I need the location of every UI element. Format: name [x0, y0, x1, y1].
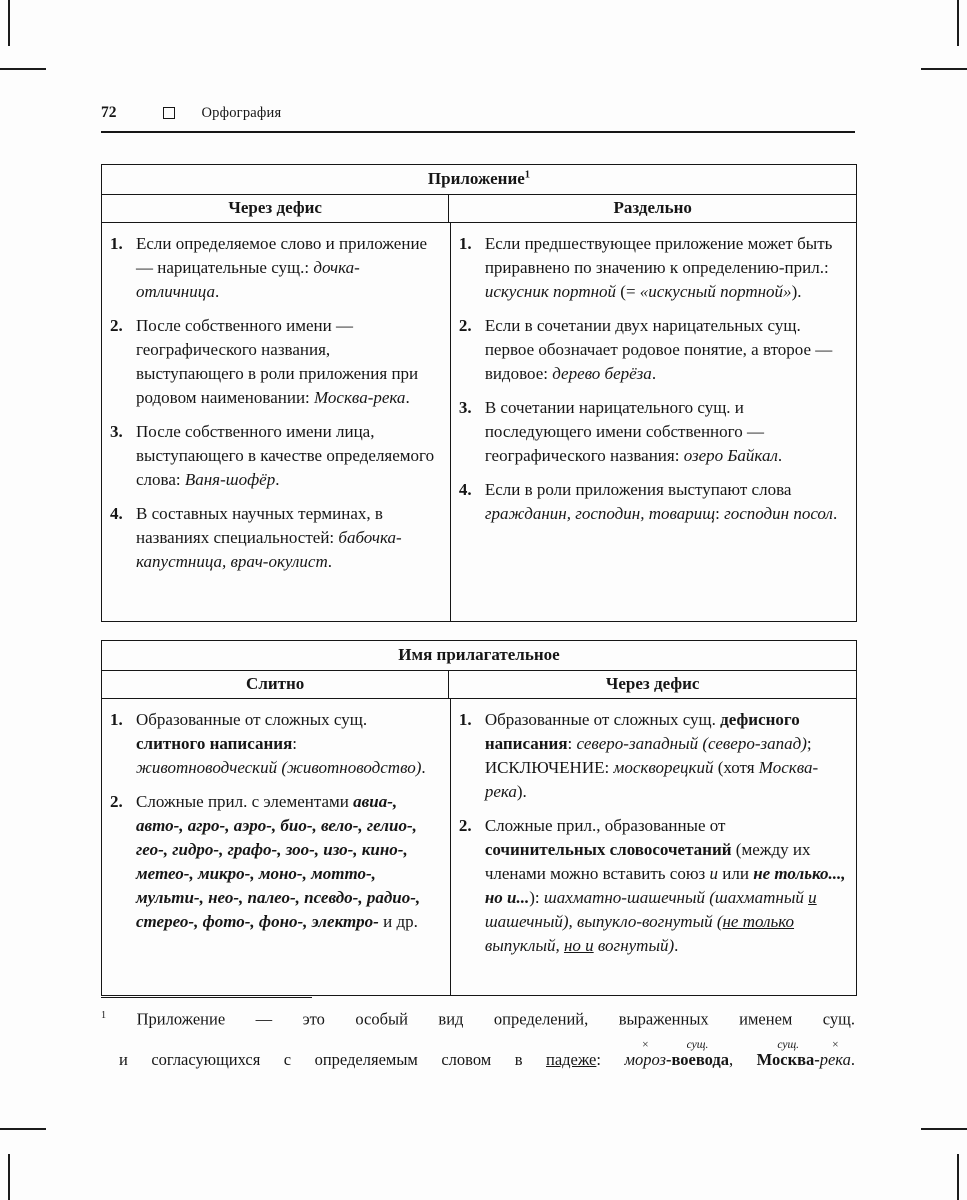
text-run: москворецкий	[613, 758, 714, 777]
crop-mark	[0, 1128, 46, 1130]
annotated-word	[665, 1039, 730, 1071]
text-run: (между их членами можно вставить союз	[484, 840, 811, 883]
text-run: Образованные от сложных сущ.	[484, 710, 721, 729]
text-run: ).	[791, 282, 802, 301]
item-text	[136, 420, 440, 492]
text-run: шашечный), выпукло-вогнутый (	[484, 912, 723, 931]
text-run: Если в сочетании двух нарицательных сущ. первое обозначает родовое понятие, а второе — видовое:	[484, 316, 833, 383]
text-run: Если предшествующее приложение может быть приравнено по значению к определению-прил.:	[484, 234, 833, 277]
rule-item	[110, 232, 440, 304]
text-run: Сложные прил., образованные от	[484, 816, 726, 835]
crop-mark	[957, 1154, 959, 1200]
table-title	[102, 165, 856, 195]
annotated-word	[624, 1039, 666, 1071]
item-text	[485, 232, 846, 304]
item-number: 1.	[110, 234, 123, 253]
text-run: .	[651, 364, 657, 383]
text-run: .	[674, 936, 679, 955]
item-number: 2.	[458, 816, 472, 835]
text-run: ).	[516, 782, 527, 801]
text-run: В сочетании нарицательного сущ. и последующего имени собственного — географического названия:	[484, 398, 764, 465]
table-body	[102, 223, 856, 621]
text-run: искусник портной	[484, 282, 617, 301]
item-text	[485, 314, 846, 386]
text-run: Москва-река	[484, 758, 819, 801]
table-column-left	[102, 699, 451, 995]
text-run: озеро Байкал	[683, 446, 778, 465]
text-run: После собственного имени лица, выступающего в качестве определяемого слова:	[136, 422, 435, 489]
grammar-mark: ×	[641, 1039, 650, 1051]
text-run: Приложение — это особый вид определений, выраженных именем сущ.	[106, 1009, 855, 1029]
rule-item	[110, 314, 440, 410]
text-run: или	[718, 864, 754, 883]
rule-item	[459, 314, 846, 386]
column-header-separate: Раздельно	[613, 198, 692, 217]
rule-item	[459, 814, 846, 958]
crop-mark	[8, 1154, 10, 1200]
text-run: Если в роли приложения выступают слова	[484, 480, 792, 499]
crop-mark	[0, 68, 46, 70]
text-run: авиа-, авто-, агро-, аэро-, био-, вело-, гелио-, гео-, гидро-, графо-, зоо-, изо-, кино-, метео-, микро-, моно-, мотто-, мульти-, нео-, палео-, псевдо-, радио-, стерео-, фото-, фоно-, электро-	[136, 792, 421, 931]
item-number: 2.	[110, 792, 123, 811]
text-run: Если определяемое слово и приложение — нарицательные сущ.:	[136, 234, 428, 277]
footnote-separator	[101, 997, 312, 998]
crop-mark	[8, 0, 10, 46]
crop-mark	[921, 1128, 967, 1130]
text-run: (=	[616, 282, 640, 301]
item-text	[485, 396, 846, 468]
text-run: Ваня-шофёр	[184, 470, 276, 489]
text-run: северо-западный (северо-запад)	[576, 734, 807, 753]
text-run: 1	[101, 1010, 107, 1021]
text-run: .	[214, 282, 220, 301]
text-run: .	[327, 552, 332, 571]
text-run: господин посол	[724, 504, 833, 523]
text-run: Сложные прил. с элементами	[136, 792, 354, 811]
text-run: .	[832, 504, 838, 523]
text-run: слитного написания	[136, 734, 293, 753]
table-body	[102, 699, 856, 995]
page-header	[101, 104, 855, 133]
text-run: :	[596, 1049, 625, 1069]
text-run: дочка-отличница	[136, 258, 360, 301]
text-run: :	[567, 734, 577, 753]
footnote-ref: 1	[524, 169, 531, 181]
text-run: :	[715, 504, 725, 523]
rule-item	[459, 708, 846, 804]
footnote-text-line2	[101, 1039, 855, 1071]
column-header-joined: Слитно	[102, 671, 449, 698]
item-text	[485, 478, 846, 526]
text-run: не только	[722, 912, 795, 931]
text-run: и	[709, 864, 718, 883]
column-header-hyphen: Через дефис	[102, 195, 449, 222]
text-run: После собственного имени — географического названия, выступающего в роли приложения при родовом наименовании:	[136, 316, 419, 407]
rule-item	[110, 502, 440, 574]
item-number: 3.	[110, 422, 123, 441]
item-text	[485, 814, 846, 958]
annotated-word	[756, 1039, 820, 1071]
text-run: и др.	[378, 912, 418, 931]
text-run: животноводческий (животноводство)	[136, 758, 422, 777]
text-run: ,	[729, 1049, 757, 1069]
table-column-right	[451, 699, 856, 995]
item-text	[136, 790, 440, 934]
table-adjective	[101, 640, 857, 996]
table-apposition	[101, 164, 857, 622]
table-column-left	[102, 223, 451, 621]
text-run: но и	[563, 936, 594, 955]
item-number: 1.	[458, 234, 472, 253]
item-number: 2.	[110, 316, 123, 335]
column-header-hyphen: Через дефис	[605, 674, 700, 693]
text-run: гражданин, господин, товарищ	[484, 504, 716, 523]
item-number: 1.	[110, 710, 123, 729]
text-run: шахматно-шашечный (шахматный	[543, 888, 809, 907]
table-title-text: Имя прилагательное	[398, 645, 560, 664]
table-title	[102, 641, 856, 671]
footnote-text-line1	[101, 1005, 855, 1031]
item-text	[136, 232, 440, 304]
grammar-mark: сущ.	[777, 1039, 800, 1051]
text-run: .	[777, 446, 783, 465]
text-run: сочинительных словосочетаний	[484, 840, 732, 859]
page-number: 72	[101, 104, 117, 121]
crop-mark	[921, 68, 967, 70]
table-title-text: Приложение	[427, 169, 525, 188]
text-run: -воевода	[665, 1049, 730, 1069]
text-run: дерево берёза	[552, 364, 652, 383]
text-run: .	[421, 758, 426, 777]
item-number: 2.	[458, 316, 472, 335]
item-number: 4.	[458, 480, 472, 499]
footnote	[101, 997, 855, 1071]
text-run: (хотя	[713, 758, 759, 777]
item-text	[136, 314, 440, 410]
text-run: и	[808, 888, 817, 907]
text-run: не только..., но и...	[484, 864, 846, 907]
item-number: 3.	[458, 398, 472, 417]
text-run: Москва-река	[314, 388, 406, 407]
rule-item	[459, 478, 846, 526]
rule-item	[110, 708, 440, 780]
table-column-right	[451, 223, 856, 621]
table-header-row	[102, 671, 856, 699]
item-text	[136, 708, 440, 780]
rule-item	[110, 420, 440, 492]
text-run: ):	[529, 888, 544, 907]
item-text	[136, 502, 440, 574]
text-run: «искусный портной»	[639, 282, 792, 301]
crop-mark	[957, 0, 959, 46]
grammar-mark: ×	[831, 1039, 840, 1051]
item-text	[485, 708, 846, 804]
text-run: мороз	[624, 1049, 666, 1069]
annotated-word	[819, 1039, 851, 1071]
text-run: выпуклый,	[484, 936, 564, 955]
text-run: Москва-	[756, 1049, 820, 1069]
open-square-icon	[163, 107, 175, 119]
text-run: :	[292, 734, 298, 753]
grammar-mark: сущ.	[686, 1039, 709, 1051]
text-run: В составных научных терминах, в названиях специальностей:	[136, 504, 383, 547]
text-run: река	[819, 1049, 851, 1069]
item-number: 1.	[458, 710, 472, 729]
text-run: вогнутый)	[593, 936, 675, 955]
text-run: Образованные от сложных сущ.	[136, 710, 368, 729]
text-run: .	[405, 388, 410, 407]
text-run: падеже	[546, 1049, 597, 1069]
rule-item	[110, 790, 440, 934]
rule-item	[459, 396, 846, 468]
item-number: 4.	[110, 504, 123, 523]
table-header-row	[102, 195, 856, 223]
rule-item	[459, 232, 846, 304]
section-title: Орфография	[201, 104, 282, 121]
text-run: и согласующихся с определяемым словом в	[119, 1049, 546, 1069]
text-run: дефисного написания	[484, 710, 800, 753]
text-run: ; ИСКЛЮЧЕНИЕ:	[484, 734, 812, 777]
text-run: .	[275, 470, 280, 489]
text-run: .	[850, 1049, 855, 1069]
text-run: бабочка-капустница, врач-окулист	[136, 528, 402, 571]
